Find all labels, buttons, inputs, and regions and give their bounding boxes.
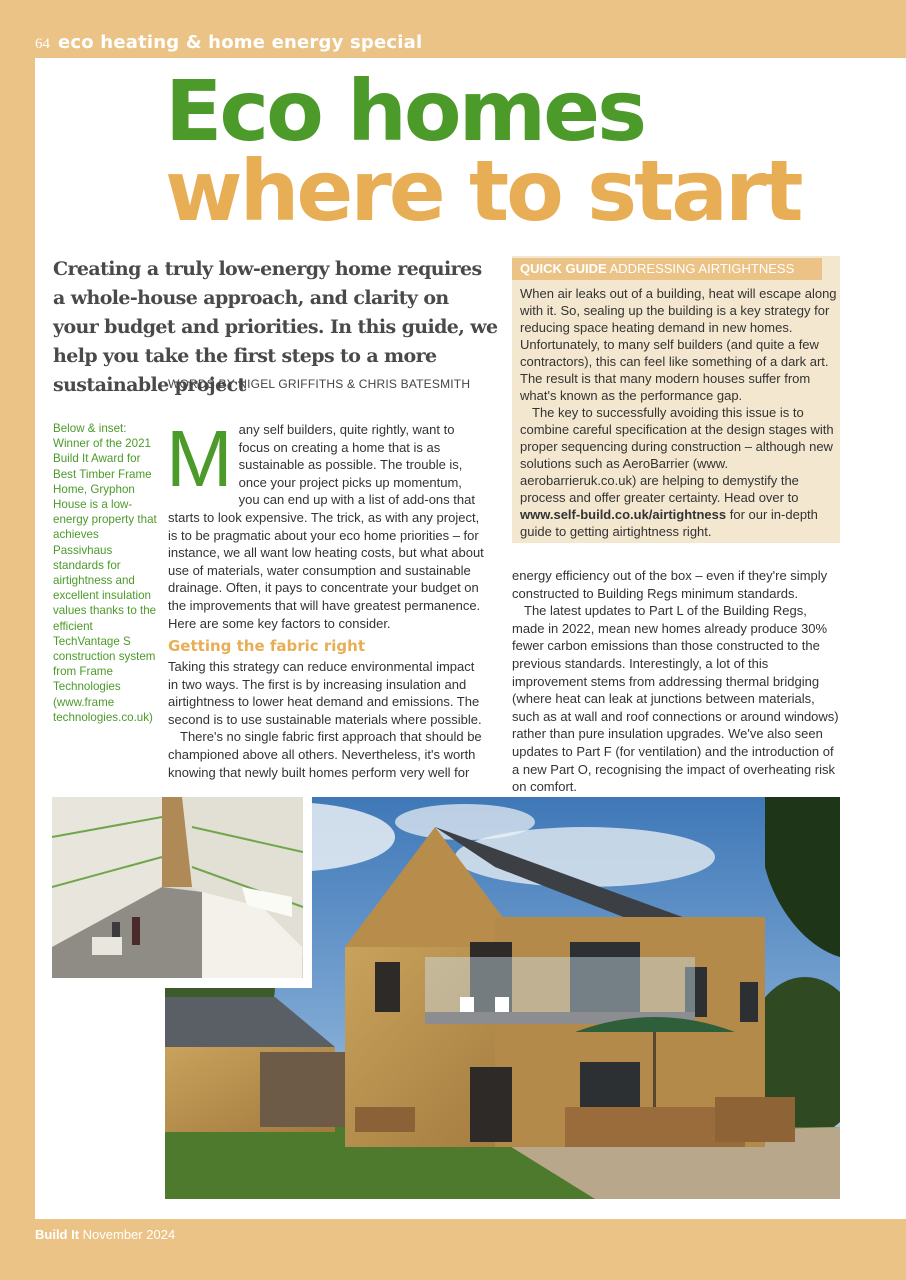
byline: WORDS BY NIGEL GRIFFITHS & CHRIS BATESMITH xyxy=(168,377,471,391)
quick-guide-text xyxy=(520,285,838,540)
page-number: 64 xyxy=(35,36,50,52)
col2-paragraph-1: energy efficiency out of the box – even if they're simply constructed to Building Regs minimum standards. xyxy=(512,568,828,601)
photo-caption: Below & inset: Winner of the 2021 Build It Award for Best Timber Frame Home, Gryphon House is a low-energy property that achieves Passivhaus standards for airtightness and excellent insulation values thanks to the efficient TechVantage S construction system from Frame Technologies (www.frame technologies.co.uk) xyxy=(53,422,157,724)
fabric-section xyxy=(168,658,486,781)
section-title: eco heating & home energy special xyxy=(58,32,423,53)
right-column-text xyxy=(512,567,840,796)
subheading: Getting the fabric right xyxy=(168,637,366,655)
headline-line-2: where to start xyxy=(165,142,801,240)
col2-paragraph-2: The latest updates to Part L of the Building Regs, made in 2022, mean new homes already produce 30% fewer carbon emissions than those constructed to the previous standards. Interestingly, a lot of this improvement stems from addressing thermal bridging (where heat can leak at junctions between materials, such as at wall and roof connections or around windows) rather than pure insulation upgrades. We've also seen updates to Part F (for ventilation) and the introduction of a new Part O, recognising the impact of overheating risk on comfort. xyxy=(512,603,839,795)
headline-line-1: Eco homes xyxy=(165,62,645,160)
quick-guide-paragraph-2-start: The key to successfully avoiding this issue is to combine careful specification at the design stages with proper sequencing during construction – although new solutions such as AeroBarrier (www. aerobarrieruk.co.uk) are helping to demystify the process and offer greater certainty. Head over to xyxy=(520,405,834,505)
fabric-paragraph-1: Taking this strategy can reduce environmental impact in two ways. The first is by increasing insulation and airtightness to lower heat demand and emissions. The second is to use sustainable materials where possible. xyxy=(168,659,482,727)
quick-guide-paragraph-2 xyxy=(520,404,838,540)
airtightness-link[interactable]: www.self-build.co.uk/airtightness xyxy=(520,507,727,522)
magazine-name: Build It xyxy=(35,1227,80,1242)
inset-photo xyxy=(52,797,303,978)
footer xyxy=(35,1227,175,1242)
drop-cap: M xyxy=(166,414,233,503)
intro-text: any self builders, quite rightly, want to focus on creating a home that is as sustainable as possible. The trouble is, once your project picks up momentum, you can end up with a list of add-ons that starts to look expensive. The trick, as with any project, is to be pragmatic about your eco home priorities – for instance, we all want low heating costs, but what about use of materials, water consumption and sustainable drainage. Often, it pays to concentrate your budget on the improvements that will have greatest permanence. Here are some key factors to consider. xyxy=(168,422,484,631)
standfirst: Creating a truly low-energy home requires a whole-house approach, and clarity on your budget and priorities. In this guide, we help you take the first steps to a more sustainable project xyxy=(53,258,498,396)
quick-guide-box xyxy=(512,256,840,543)
quick-guide-header xyxy=(512,258,822,280)
intro-paragraph xyxy=(166,414,486,632)
quick-guide-label: QUICK GUIDE xyxy=(520,261,607,276)
inset-photo-illustration xyxy=(52,797,303,978)
issue-date: November 2024 xyxy=(82,1227,176,1242)
quick-guide-paragraph-1: When air leaks out of a building, heat will escape along with it. So, sealing up the building is a key strategy for reducing space heating demand in new homes. Unfortunately, to many self builders (and quite a few contractors), this can feel like something of a dark art. The result is that many modern houses suffer from what's known as the performance gap. xyxy=(520,286,837,403)
quick-guide-topic: ADDRESSING AIRTIGHTNESS xyxy=(609,261,795,276)
fabric-paragraph-2: There's no single fabric first approach that should be championed above all others. Nevertheless, it's worth knowing that newly built homes perform very well for xyxy=(168,729,482,780)
quick-guide-paragraph-2-end: for our in-depth guide to getting airtightness right. xyxy=(520,507,818,539)
